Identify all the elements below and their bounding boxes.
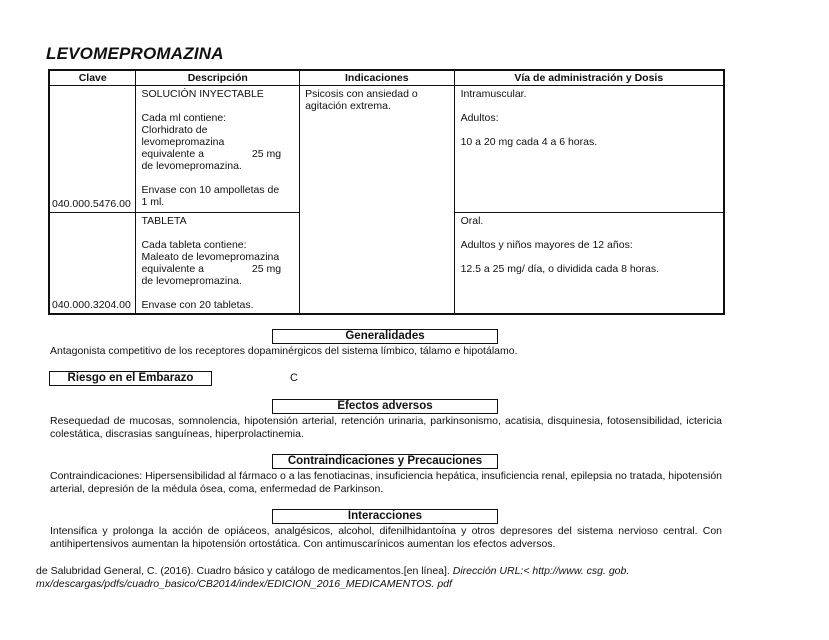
header-via-dosis: Vía de administración y Dosis [454,70,724,86]
table-header-row [49,70,724,86]
efectos-adversos-text: Resequedad de mucosas, somnolencia, hipotensión arterial, retención urinaria, parkinsonismo, acatisia, disquinesia, fotosensibilidad, ictericia colestática, discrasias sanguíneas, hiperprolactinemia. [50,415,722,440]
clave-cell: 040.000.3204.00 [49,213,136,314]
efectos-adversos-heading: Efectos adversos [272,399,498,414]
package-line: Envase con 10 ampolletas de [141,184,280,196]
equivalence-line [141,263,295,275]
generalidades-text: Antagonista competitivo de los receptores dopaminérgicos del sistema límbico, tálamo e hipotálamo. [50,345,518,357]
contraindicaciones-text: Contraindicaciones: Hipersensibilidad al fármaco o a las fenotiacinas, insuficiencia hepática, insuficiencia renal, epilepsia no tratada, hipotensión arterial, depresión de la médula ósea, coma, enfermedad de Parkinson. [50,470,722,495]
clave-cell: 040.000.5476.00 [49,86,136,213]
citation [36,565,656,590]
package-line: 1 ml. [141,196,165,208]
ingredient-line: levomepromazina [141,136,225,148]
population-text: Adultos y niños mayores de 12 años: [460,239,633,251]
equivalence-of: de levomepromazina. [141,275,242,287]
package-line: Envase con 20 tabletas. [141,299,254,311]
header-clave: Clave [49,70,136,86]
riesgo-embarazo-heading: Riesgo en el Embarazo [49,371,212,386]
contains-label: Cada ml contiene: [141,112,227,124]
form-name: SOLUCIÓN INYECTABLE [141,88,264,100]
contraindicaciones-heading: Contraindicaciones y Precauciones [272,454,498,469]
equivalence-of: de levomepromazina. [141,160,242,172]
dose-text: 12.5 a 25 mg/ día, o dividida cada 8 horas. [460,263,660,275]
route-text: Intramuscular. [460,88,527,100]
riesgo-embarazo-value: C [290,372,298,384]
table-row [49,86,724,213]
amount-value: 25 mg [251,148,282,160]
document-title: LEVOMEPROMAZINA [46,44,224,63]
citation-url: Dirección URL:< http://www. csg. gob. mx/descargas/pdfs/cuadro_basico/CB2014/index/EDICION_2016_MEDICAMENTOS. pdf [36,565,630,590]
header-descripcion: Descripción [136,70,300,86]
drug-table [48,69,725,315]
dose-text: 10 a 20 mg cada 4 a 6 horas. [460,136,598,148]
population-text: Adultos: [460,112,499,124]
descripcion-cell [136,86,300,213]
ingredient-line: Maleato de levomepromazina [141,251,280,263]
equivalence-line [141,148,295,160]
header-indicaciones: Indicaciones [300,70,455,86]
citation-text: de Salubridad General, C. (2016). Cuadro básico y catálogo de medicamentos.[en línea]. [36,565,450,577]
generalidades-heading: Generalidades [272,329,498,344]
ingredient-line: Clorhidrato de [141,124,208,136]
contains-label: Cada tableta contiene: [141,239,247,251]
via-dosis-cell [454,86,724,213]
indicaciones-cell: Psicosis con ansiedad o agitación extrema. [300,86,455,314]
amount-value: 25 mg [251,263,282,275]
route-text: Oral. [460,215,484,227]
interacciones-heading: Interacciones [272,509,498,524]
via-dosis-cell [454,213,724,314]
descripcion-cell [136,213,300,314]
equivalence-label: equivalente a [141,263,204,275]
interacciones-text: Intensifica y prolonga la acción de opiáceos, analgésicos, alcohol, difenilhidantoína y otros depresores del sistema nervioso central. Con antihipertensivos aumentan la hipotensión ortostática. Con antimuscarínicos aumentan los efectos adversos. [50,525,722,550]
form-name: TABLETA [141,215,187,227]
equivalence-label: equivalente a [141,148,204,160]
